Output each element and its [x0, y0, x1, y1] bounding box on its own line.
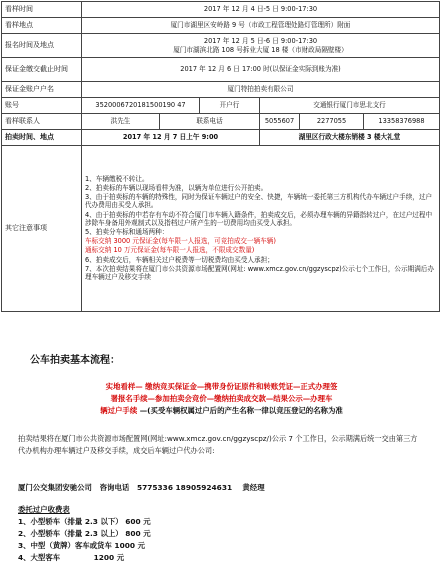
row-label-viewing-place: 看样地点 — [2, 18, 82, 34]
row-label-auction-time: 拍卖时间、地点 — [2, 130, 82, 146]
flow-line: 实地看样— 缴纳竞买保证金—携带身份证原件和转账凭证—正式办理签 — [105, 382, 338, 391]
row-label-registration: 报名时间及地点 — [2, 34, 82, 58]
fee-price: 1200 元 — [93, 553, 125, 562]
fee-price: 1000 元 — [114, 541, 145, 550]
row-label-viewing-time: 看样时间 — [2, 2, 82, 18]
flow-title: 公车拍卖基本流程： — [30, 355, 120, 366]
fee-price: 800 元 — [125, 529, 151, 538]
row-label-notes: 其它注意事项 — [2, 146, 82, 312]
registration-place: 厦门市湖滨北路 108 号拆业大厦 18 楼（市财政局隔壁楼） — [173, 45, 348, 54]
contact-name: 洪先生 — [82, 114, 160, 130]
notes-list — [82, 146, 440, 312]
note-item: 6、拍卖成交后，车辆相关过户税费等一切税费均由买受人承担； — [85, 255, 274, 264]
viewing-place-value: 厦门市湖里区安岭路 9 号（市政工程管理处路灯管理所）附面 — [82, 18, 440, 34]
note-item: 4、由于拍卖标的中若存有车动不符合厦门市车辆入籍条件，拍卖成交后，必须办理车辆的异籍指转过户，在过户过程中涉除车身备用外观制式以及指档过户所产生的一切费用均由买受人承担。 — [85, 210, 433, 227]
row-label-account-name: 保证金账户户名 — [2, 82, 82, 98]
contact-company: 厦门公交集团安驰公司 — [18, 483, 92, 492]
fee-row — [18, 528, 318, 540]
announcement-text: 拍卖结果将在厦门市公共资源市场配置网(网址:www.xmcz.gov.cn/ggzyscpz/)公示 7 个工作日，公示期满后统一交由第三方代办机构办理车辆过户及移交手续，成交后车辆过户代办公司: — [18, 434, 418, 455]
viewing-time-value: 2017 年 12 月 4 日-5 日 9:00-17:30 — [82, 2, 440, 18]
note-item: 5、拍卖分车标和通场两种： — [85, 228, 169, 236]
fee-name: 2、小型轿车（排量 2.3 以上） — [18, 529, 123, 538]
fee-title: 委托过户收费表 — [18, 505, 70, 514]
registration-time: 2017 年 12 月 5 日-6 日 9:00-17:30 — [203, 37, 318, 46]
phone-2: 2277055 — [300, 114, 364, 130]
flow-steps — [10, 381, 433, 417]
account-name-value: 厦门特拍拍卖有限公司 — [82, 82, 440, 98]
account-number: 3520006720181500190 47 — [82, 98, 200, 114]
row-label-account: 账号 — [2, 98, 82, 114]
flow-line — [10, 405, 433, 417]
fee-name: 1、小型轿车（排量 2.3 以下） — [18, 517, 123, 526]
flow-line: 署报名手续—参加拍卖会竞价—缴纳拍卖成交款—结果公示—办理车 — [110, 394, 333, 403]
fee-table — [18, 504, 318, 564]
auction-place-value: 湖里区行政大楼东销楼 3 楼大礼堂 — [260, 130, 440, 146]
contact-phone-label: 咨询电话 — [99, 483, 130, 492]
fee-price: 600 元 — [125, 517, 151, 526]
contact-phones: 5775336 18905924631 — [136, 483, 233, 492]
bank-label: 开户行 — [200, 98, 260, 114]
deposit-deadline-value: 2017 年 12 月 6 日 17:00 时(以保证金实际到账为准) — [82, 58, 440, 82]
flow-line-end: 辆过户手续 — [100, 406, 138, 415]
fee-name: 3、中型（黄牌）客车或货车 — [18, 541, 112, 550]
note-red-item: 通标交纳 10 万元保证金(每车限一人报选，不限成交数量) — [85, 246, 255, 255]
note-item: 3、由于拍卖标的车辆的特殊性，同时为保证车辆过户的安全、快捷，车辆统一委托第三方机构代办车辆过户手续，过户代办费用由买受人承担。 — [85, 193, 433, 210]
note-red-item: 车标交纳 3000 元保证金(每车限一人报选，可竞拍成交一辆车辆) — [85, 237, 276, 246]
fee-name: 4、大型客车 — [18, 553, 61, 562]
contact-line — [18, 482, 423, 493]
fee-row — [18, 540, 318, 552]
auction-time-value: 2017 年 12 月 7 日上午 9:00 — [82, 130, 260, 146]
registration-value — [82, 34, 440, 58]
flow-note: —(买受车辆权属过户后的产生名称一律以竞压登记的名称为准 — [137, 406, 343, 415]
contact-person: 黄经理 — [242, 483, 265, 492]
phone-1: 5055607 — [260, 114, 300, 130]
phone-label: 联系电话 — [160, 114, 260, 130]
auction-info-table — [1, 1, 440, 312]
note-item: 7、本次拍卖结果将在厦门市公共资源市场配置网(网址: www.xmcz.gov.cn/ggzyscpz)公示七个工作日，公示期满后办理车辆过户及移交手续 — [85, 264, 434, 282]
note-item: 2、拍卖标的车辆以现场看样为准，以辆为单位进行公开拍卖。 — [85, 183, 268, 192]
note-item: 1、车辆缴税不转让。 — [85, 174, 149, 183]
fee-row — [18, 552, 318, 564]
row-label-contact: 看样联系人 — [2, 114, 82, 130]
phone-3: 13358376988 — [364, 114, 440, 130]
bank-name: 交通银行厦门市思北支行 — [260, 98, 440, 114]
fee-row — [18, 516, 318, 528]
row-label-deposit-deadline: 保证金缴交截止时间 — [2, 58, 82, 82]
